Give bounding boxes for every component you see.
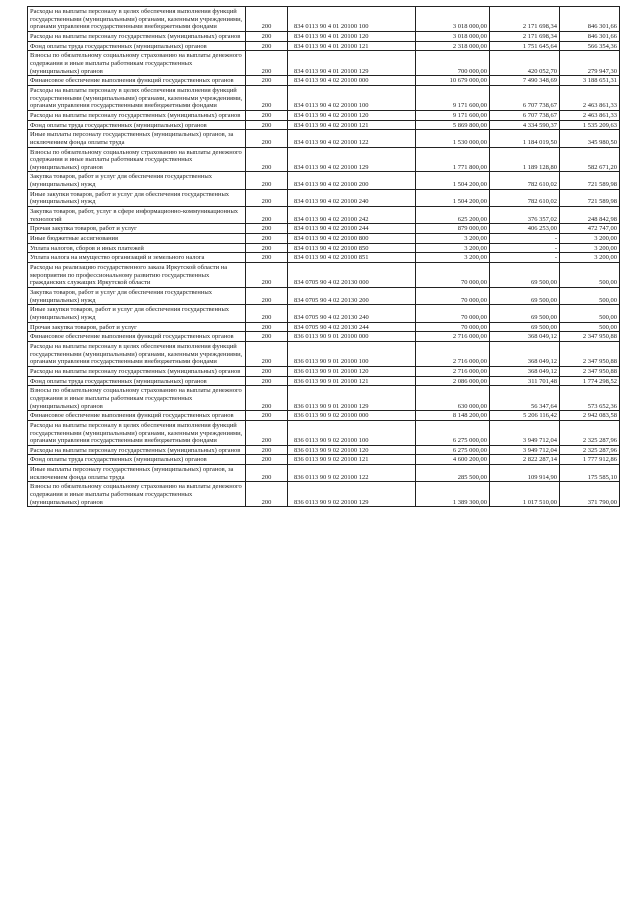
unexecuted-amount-cell: 3 200,00 xyxy=(560,243,620,253)
classification-code-cell: 834 0113 90 4 01 20100 100 xyxy=(288,7,416,32)
unexecuted-amount-cell: 2 347 950,88 xyxy=(560,341,620,366)
expense-name-cell: Расходы на выплаты персоналу в целях обеспечения выполнения функций государственными (муниципальными) органами, казенными учреждениями, органами управления государственными внебюджетными фондами xyxy=(28,85,246,110)
line-code-cell: 200 xyxy=(246,234,288,244)
expenses-table-body xyxy=(28,7,620,507)
executed-amount-cell: 311 701,48 xyxy=(490,376,560,386)
executed-amount-cell: 69 500,00 xyxy=(490,305,560,322)
executed-amount-cell: 420 052,70 xyxy=(490,51,560,76)
classification-code-cell: 834 0113 90 4 02 20100 100 xyxy=(288,85,416,110)
executed-amount-cell: 368 049,12 xyxy=(490,341,560,366)
unexecuted-amount-cell: 3 188 651,31 xyxy=(560,76,620,86)
unexecuted-amount-cell: 1 777 912,86 xyxy=(560,455,620,465)
line-code-cell: 200 xyxy=(246,85,288,110)
approved-amount-cell: 1 771 800,00 xyxy=(416,147,490,172)
classification-code-cell: 834 0705 90 4 02 20130 000 xyxy=(288,263,416,288)
line-code-cell: 200 xyxy=(246,130,288,147)
line-code-cell: 200 xyxy=(246,253,288,263)
approved-amount-cell: 70 000,00 xyxy=(416,305,490,322)
classification-code-cell: 836 0113 90 9 02 20100 120 xyxy=(288,445,416,455)
classification-code-cell: 836 0113 90 9 01 20100 120 xyxy=(288,366,416,376)
expense-name-cell: Прочая закупка товаров, работ и услуг xyxy=(28,224,246,234)
executed-amount-cell: 6 707 738,67 xyxy=(490,85,560,110)
table-row xyxy=(28,51,620,76)
expense-name-cell: Закупка товаров, работ, услуг в сфере информационно-коммуникационных технологий xyxy=(28,207,246,224)
executed-amount-cell: - xyxy=(490,234,560,244)
table-row xyxy=(28,482,620,507)
unexecuted-amount-cell: 175 585,10 xyxy=(560,465,620,482)
unexecuted-amount-cell: 721 589,98 xyxy=(560,172,620,189)
line-code-cell: 200 xyxy=(246,445,288,455)
expense-name-cell: Расходы на выплаты персоналу государственных (муниципальных) органов xyxy=(28,366,246,376)
expense-name-cell: Фонд оплаты труда государственных (муниципальных) органов xyxy=(28,120,246,130)
line-code-cell: 200 xyxy=(246,322,288,332)
approved-amount-cell: 5 869 800,00 xyxy=(416,120,490,130)
expense-name-cell: Взносы по обязательному социальному страхованию на выплаты денежного содержания и иные выплаты работникам государственных (муниципальных) органов xyxy=(28,386,246,411)
executed-amount-cell: 782 610,02 xyxy=(490,189,560,206)
line-code-cell: 200 xyxy=(246,332,288,342)
unexecuted-amount-cell: 472 747,00 xyxy=(560,224,620,234)
table-row xyxy=(28,263,620,288)
table-row xyxy=(28,224,620,234)
classification-code-cell: 836 0113 90 9 02 20100 129 xyxy=(288,482,416,507)
approved-amount-cell: 1 530 000,00 xyxy=(416,130,490,147)
executed-amount-cell: - xyxy=(490,253,560,263)
line-code-cell: 200 xyxy=(246,7,288,32)
approved-amount-cell: 2 716 000,00 xyxy=(416,366,490,376)
unexecuted-amount-cell: 2 463 861,33 xyxy=(560,85,620,110)
expense-name-cell: Прочая закупка товаров, работ и услуг xyxy=(28,322,246,332)
executed-amount-cell: 6 707 738,67 xyxy=(490,110,560,120)
expense-name-cell: Иные закупки товаров, работ и услуг для обеспечения государственных (муниципальных) нужд xyxy=(28,305,246,322)
expense-name-cell: Расходы на реализацию государственного заказа Иркутской области на мероприятия по профессиональному развитию государственных гражданских служащих Иркутской области xyxy=(28,263,246,288)
classification-code-cell: 836 0113 90 9 01 20100 129 xyxy=(288,386,416,411)
approved-amount-cell: 2 318 000,00 xyxy=(416,41,490,51)
approved-amount-cell: 1 504 200,00 xyxy=(416,172,490,189)
executed-amount-cell: 69 500,00 xyxy=(490,288,560,305)
expense-name-cell: Иные выплаты персоналу государственных (муниципальных) органов, за исключением фонда оплаты труда xyxy=(28,130,246,147)
classification-code-cell: 834 0113 90 4 02 20100 121 xyxy=(288,120,416,130)
unexecuted-amount-cell: 1 535 209,63 xyxy=(560,120,620,130)
line-code-cell: 200 xyxy=(246,147,288,172)
line-code-cell: 200 xyxy=(246,243,288,253)
line-code-cell: 200 xyxy=(246,207,288,224)
table-row xyxy=(28,243,620,253)
unexecuted-amount-cell: 573 652,36 xyxy=(560,386,620,411)
executed-amount-cell: 1 189 128,80 xyxy=(490,147,560,172)
line-code-cell: 200 xyxy=(246,376,288,386)
expense-name-cell: Расходы на выплаты персоналу государственных (муниципальных) органов xyxy=(28,110,246,120)
table-row xyxy=(28,465,620,482)
unexecuted-amount-cell: 566 354,36 xyxy=(560,41,620,51)
classification-code-cell: 834 0705 90 4 02 20130 244 xyxy=(288,322,416,332)
approved-amount-cell: 2 716 000,00 xyxy=(416,341,490,366)
executed-amount-cell: 69 500,00 xyxy=(490,322,560,332)
unexecuted-amount-cell: 846 301,66 xyxy=(560,31,620,41)
line-code-cell: 200 xyxy=(246,411,288,421)
approved-amount-cell: 2 086 000,00 xyxy=(416,376,490,386)
approved-amount-cell: 3 200,00 xyxy=(416,243,490,253)
unexecuted-amount-cell: 279 947,30 xyxy=(560,51,620,76)
approved-amount-cell: 3 018 000,00 xyxy=(416,31,490,41)
budget-execution-page xyxy=(27,6,619,507)
table-row xyxy=(28,386,620,411)
unexecuted-amount-cell: 248 842,98 xyxy=(560,207,620,224)
executed-amount-cell: 782 610,02 xyxy=(490,172,560,189)
executed-amount-cell: 69 500,00 xyxy=(490,263,560,288)
table-row xyxy=(28,31,620,41)
expense-name-cell: Уплата налогов, сборов и иных платежей xyxy=(28,243,246,253)
executed-amount-cell: 56 347,64 xyxy=(490,386,560,411)
expense-name-cell: Фонд оплаты труда государственных (муниципальных) органов xyxy=(28,455,246,465)
line-code-cell: 200 xyxy=(246,172,288,189)
table-row xyxy=(28,130,620,147)
classification-code-cell: 834 0113 90 4 02 20100 851 xyxy=(288,253,416,263)
expense-name-cell: Расходы на выплаты персоналу государственных (муниципальных) органов xyxy=(28,445,246,455)
executed-amount-cell: 5 206 116,42 xyxy=(490,411,560,421)
line-code-cell: 200 xyxy=(246,224,288,234)
unexecuted-amount-cell: 3 200,00 xyxy=(560,234,620,244)
table-row xyxy=(28,455,620,465)
table-row xyxy=(28,7,620,32)
classification-code-cell: 834 0113 90 4 02 20100 200 xyxy=(288,172,416,189)
table-row xyxy=(28,341,620,366)
table-row xyxy=(28,110,620,120)
classification-code-cell: 836 0113 90 9 01 20100 000 xyxy=(288,332,416,342)
unexecuted-amount-cell: 500,00 xyxy=(560,263,620,288)
line-code-cell: 200 xyxy=(246,76,288,86)
unexecuted-amount-cell: 2 325 287,96 xyxy=(560,420,620,445)
approved-amount-cell: 6 275 000,00 xyxy=(416,445,490,455)
approved-amount-cell: 70 000,00 xyxy=(416,263,490,288)
executed-amount-cell: 3 949 712,04 xyxy=(490,445,560,455)
approved-amount-cell: 879 000,00 xyxy=(416,224,490,234)
executed-amount-cell: 4 334 590,37 xyxy=(490,120,560,130)
approved-amount-cell: 700 000,00 xyxy=(416,51,490,76)
expense-name-cell: Взносы по обязательному социальному страхованию на выплаты денежного содержания и иные выплаты работникам государственных (муниципальных) органов xyxy=(28,147,246,172)
approved-amount-cell: 10 679 000,00 xyxy=(416,76,490,86)
expense-name-cell: Иные закупки товаров, работ и услуг для обеспечения государственных (муниципальных) нужд xyxy=(28,189,246,206)
executed-amount-cell: 1 751 645,64 xyxy=(490,41,560,51)
expense-name-cell: Финансовое обеспечение выполнения функций государственных органов xyxy=(28,332,246,342)
line-code-cell: 200 xyxy=(246,465,288,482)
executed-amount-cell: 406 253,00 xyxy=(490,224,560,234)
unexecuted-amount-cell: 500,00 xyxy=(560,305,620,322)
classification-code-cell: 836 0113 90 9 02 20100 122 xyxy=(288,465,416,482)
line-code-cell: 200 xyxy=(246,110,288,120)
table-row xyxy=(28,376,620,386)
classification-code-cell: 834 0113 90 4 02 20100 242 xyxy=(288,207,416,224)
line-code-cell: 200 xyxy=(246,420,288,445)
table-row xyxy=(28,234,620,244)
line-code-cell: 200 xyxy=(246,120,288,130)
table-row xyxy=(28,411,620,421)
table-row xyxy=(28,366,620,376)
table-row xyxy=(28,305,620,322)
unexecuted-amount-cell: 500,00 xyxy=(560,288,620,305)
expense-name-cell: Расходы на выплаты персоналу в целях обеспечения выполнения функций государственными (муниципальными) органами, казенными учреждениями, органами управления государственными внебюджетными фондами xyxy=(28,420,246,445)
table-row xyxy=(28,85,620,110)
line-code-cell: 200 xyxy=(246,288,288,305)
classification-code-cell: 836 0113 90 9 02 20100 000 xyxy=(288,411,416,421)
expenses-table xyxy=(27,6,620,507)
approved-amount-cell: 9 171 600,00 xyxy=(416,85,490,110)
approved-amount-cell: 3 200,00 xyxy=(416,253,490,263)
table-row xyxy=(28,76,620,86)
table-row xyxy=(28,288,620,305)
classification-code-cell: 836 0113 90 9 02 20100 100 xyxy=(288,420,416,445)
classification-code-cell: 834 0113 90 4 01 20100 129 xyxy=(288,51,416,76)
approved-amount-cell: 8 148 200,00 xyxy=(416,411,490,421)
unexecuted-amount-cell: 500,00 xyxy=(560,322,620,332)
expense-name-cell: Взносы по обязательному социальному страхованию на выплаты денежного содержания и иные выплаты работникам государственных (муниципальных) органов xyxy=(28,51,246,76)
executed-amount-cell: 368 049,12 xyxy=(490,332,560,342)
unexecuted-amount-cell: 2 463 861,33 xyxy=(560,110,620,120)
executed-amount-cell: 109 914,90 xyxy=(490,465,560,482)
approved-amount-cell: 4 600 200,00 xyxy=(416,455,490,465)
table-row xyxy=(28,322,620,332)
classification-code-cell: 834 0113 90 4 02 20100 122 xyxy=(288,130,416,147)
executed-amount-cell: 1 184 019,50 xyxy=(490,130,560,147)
classification-code-cell: 834 0113 90 4 01 20100 121 xyxy=(288,41,416,51)
line-code-cell: 200 xyxy=(246,482,288,507)
table-row xyxy=(28,420,620,445)
approved-amount-cell: 2 716 000,00 xyxy=(416,332,490,342)
expense-name-cell: Иные бюджетные ассигнования xyxy=(28,234,246,244)
classification-code-cell: 834 0113 90 4 02 20100 129 xyxy=(288,147,416,172)
unexecuted-amount-cell: 2 347 950,88 xyxy=(560,332,620,342)
expense-name-cell: Расходы на выплаты персоналу в целях обеспечения выполнения функций государственными (муниципальными) органами, казенными учреждениями, органами управления государственными внебюджетными фондами xyxy=(28,341,246,366)
expense-name-cell: Иные выплаты персоналу государственных (муниципальных) органов, за исключением фонда оплаты труда xyxy=(28,465,246,482)
expense-name-cell: Фонд оплаты труда государственных (муниципальных) органов xyxy=(28,376,246,386)
approved-amount-cell: 3 018 000,00 xyxy=(416,7,490,32)
table-row xyxy=(28,445,620,455)
classification-code-cell: 834 0113 90 4 02 20100 120 xyxy=(288,110,416,120)
unexecuted-amount-cell: 582 671,20 xyxy=(560,147,620,172)
table-row xyxy=(28,172,620,189)
unexecuted-amount-cell: 2 347 950,88 xyxy=(560,366,620,376)
expense-name-cell: Взносы по обязательному социальному страхованию на выплаты денежного содержания и иные выплаты работникам государственных (муниципальных) органов xyxy=(28,482,246,507)
table-row xyxy=(28,147,620,172)
executed-amount-cell: 368 049,12 xyxy=(490,366,560,376)
executed-amount-cell: 1 017 510,00 xyxy=(490,482,560,507)
classification-code-cell: 836 0113 90 9 01 20100 121 xyxy=(288,376,416,386)
executed-amount-cell: - xyxy=(490,243,560,253)
line-code-cell: 200 xyxy=(246,366,288,376)
unexecuted-amount-cell: 1 774 298,52 xyxy=(560,376,620,386)
line-code-cell: 200 xyxy=(246,263,288,288)
line-code-cell: 200 xyxy=(246,31,288,41)
line-code-cell: 200 xyxy=(246,189,288,206)
executed-amount-cell: 2 171 698,34 xyxy=(490,7,560,32)
expense-name-cell: Финансовое обеспечение выполнения функций государственных органов xyxy=(28,76,246,86)
unexecuted-amount-cell: 345 980,50 xyxy=(560,130,620,147)
unexecuted-amount-cell: 846 301,66 xyxy=(560,7,620,32)
table-row xyxy=(28,207,620,224)
executed-amount-cell: 2 171 698,34 xyxy=(490,31,560,41)
expense-name-cell: Уплата налога на имущество организаций и земельного налога xyxy=(28,253,246,263)
executed-amount-cell: 376 357,02 xyxy=(490,207,560,224)
approved-amount-cell: 625 200,00 xyxy=(416,207,490,224)
table-row xyxy=(28,189,620,206)
expense-name-cell: Фонд оплаты труда государственных (муниципальных) органов xyxy=(28,41,246,51)
approved-amount-cell: 630 000,00 xyxy=(416,386,490,411)
expense-name-cell: Расходы на выплаты персоналу государственных (муниципальных) органов xyxy=(28,31,246,41)
approved-amount-cell: 6 275 000,00 xyxy=(416,420,490,445)
line-code-cell: 200 xyxy=(246,305,288,322)
executed-amount-cell: 7 490 348,69 xyxy=(490,76,560,86)
classification-code-cell: 834 0705 90 4 02 20130 200 xyxy=(288,288,416,305)
table-row xyxy=(28,253,620,263)
table-row xyxy=(28,120,620,130)
expense-name-cell: Закупка товаров, работ и услуг для обеспечения государственных (муниципальных) нужд xyxy=(28,288,246,305)
classification-code-cell: 834 0113 90 4 02 20100 240 xyxy=(288,189,416,206)
approved-amount-cell: 3 200,00 xyxy=(416,234,490,244)
line-code-cell: 200 xyxy=(246,341,288,366)
classification-code-cell: 836 0113 90 9 02 20100 121 xyxy=(288,455,416,465)
approved-amount-cell: 9 171 600,00 xyxy=(416,110,490,120)
unexecuted-amount-cell: 2 325 287,96 xyxy=(560,445,620,455)
unexecuted-amount-cell: 721 589,98 xyxy=(560,189,620,206)
table-row xyxy=(28,41,620,51)
executed-amount-cell: 2 822 287,14 xyxy=(490,455,560,465)
unexecuted-amount-cell: 2 942 083,58 xyxy=(560,411,620,421)
line-code-cell: 200 xyxy=(246,51,288,76)
expense-name-cell: Расходы на выплаты персоналу в целях обеспечения выполнения функций государственными (муниципальными) органами, казенными учреждениями, органами управления государственными внебюджетными фондами xyxy=(28,7,246,32)
approved-amount-cell: 70 000,00 xyxy=(416,288,490,305)
classification-code-cell: 834 0113 90 4 02 20100 800 xyxy=(288,234,416,244)
approved-amount-cell: 70 000,00 xyxy=(416,322,490,332)
classification-code-cell: 834 0113 90 4 02 20100 000 xyxy=(288,76,416,86)
line-code-cell: 200 xyxy=(246,386,288,411)
table-row xyxy=(28,332,620,342)
executed-amount-cell: 3 949 712,04 xyxy=(490,420,560,445)
line-code-cell: 200 xyxy=(246,455,288,465)
unexecuted-amount-cell: 3 200,00 xyxy=(560,253,620,263)
approved-amount-cell: 1 389 300,00 xyxy=(416,482,490,507)
expense-name-cell: Финансовое обеспечение выполнения функций государственных органов xyxy=(28,411,246,421)
classification-code-cell: 836 0113 90 9 01 20100 100 xyxy=(288,341,416,366)
classification-code-cell: 834 0705 90 4 02 20130 240 xyxy=(288,305,416,322)
unexecuted-amount-cell: 371 790,00 xyxy=(560,482,620,507)
approved-amount-cell: 285 500,00 xyxy=(416,465,490,482)
approved-amount-cell: 1 504 200,00 xyxy=(416,189,490,206)
classification-code-cell: 834 0113 90 4 01 20100 120 xyxy=(288,31,416,41)
line-code-cell: 200 xyxy=(246,41,288,51)
expense-name-cell: Закупка товаров, работ и услуг для обеспечения государственных (муниципальных) нужд xyxy=(28,172,246,189)
classification-code-cell: 834 0113 90 4 02 20100 244 xyxy=(288,224,416,234)
classification-code-cell: 834 0113 90 4 02 20100 850 xyxy=(288,243,416,253)
